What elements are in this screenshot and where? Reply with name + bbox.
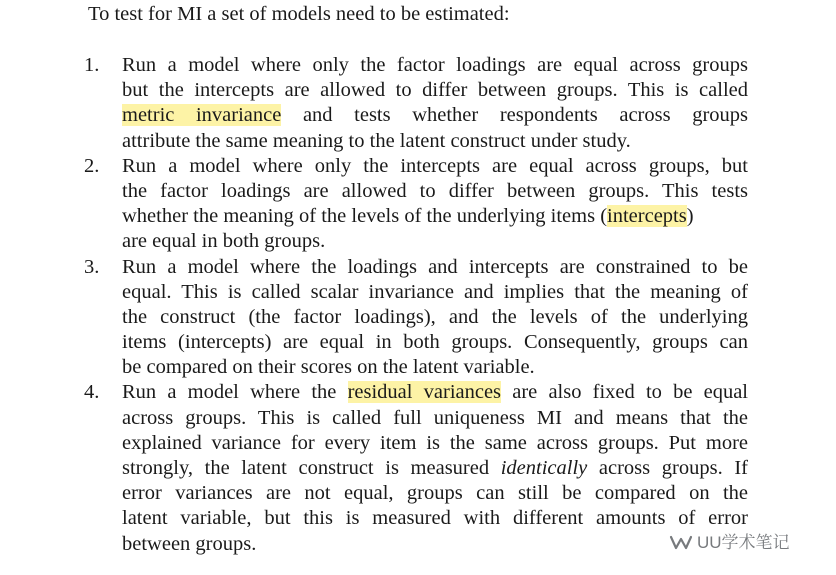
list-item-2 [84,154,748,255]
intro-sentence: To test for MI a set of models need to be estimated: [88,3,510,25]
text-fragment: Run a model where the [122,381,348,404]
text-line: Run a model where the loadings and intercepts are constrained to be [122,255,748,278]
text-line: Run a model where only the intercepts are equal across groups, but [122,154,748,177]
list-item-number: 3. [84,255,100,278]
text-line: between groups. [122,532,257,555]
text-fragment: and tests whether respondents across groups [281,104,749,127]
text-line: are equal in both groups. [122,230,326,253]
text-fragment: ) [686,205,694,228]
text-line [122,380,748,405]
text-line [122,456,748,481]
text-line: across groups. This is called full uniqueness MI and means that the [122,406,748,429]
text-fragment: across groups. If [587,457,748,479]
text-line: the construct (the factor loadings), and the levels of the underlying [122,305,748,328]
watermark [669,528,790,553]
list-item-4 [84,380,748,556]
text-line: the factor loadings are allowed to differ between groups. This tests [122,179,748,202]
text-line: attribute the same meaning to the latent construct under study. [122,129,631,152]
highlighted-term: intercepts [607,205,687,228]
list-item-3 [84,255,748,381]
text-line: error variances are not equal, groups can still be compared on the [122,482,748,505]
text-line: be compared on their scores on the latent variable. [122,356,535,379]
emphasized-term: identically [500,457,588,479]
text-line: explained variance for every item is the same across groups. Put more [122,431,748,454]
list-item-number: 2. [84,154,100,177]
highlighted-term: residual variances [347,381,502,404]
text-fragment: strongly, the latent construct is measured [122,457,501,479]
list-item-1 [84,53,748,154]
highlighted-term: metric invariance [122,104,282,127]
watermark-text: UU学术笔记 [697,533,790,552]
text-line [122,103,748,128]
wechat-channel-icon [669,531,693,551]
text-fragment: whether the meaning of the levels of the underlying items ( [122,205,608,228]
text-line: equal. This is called scalar invariance and implies that the meaning of [122,280,748,303]
list-item-number: 4. [84,381,100,404]
text-line: but the intercepts are allowed to differ between groups. This is called [122,79,748,102]
text-line: items (intercepts) are equal in both groups. Consequently, groups can [122,331,748,354]
text-line: latent variable, but this is measured with different amounts of error [122,507,748,530]
text-line: Run a model where only the factor loadings are equal across groups [122,54,748,76]
text-fragment: are also fixed to be equal [501,381,749,404]
numbered-list [84,53,748,557]
list-item-number: 1. [84,54,100,76]
text-line [122,204,748,229]
